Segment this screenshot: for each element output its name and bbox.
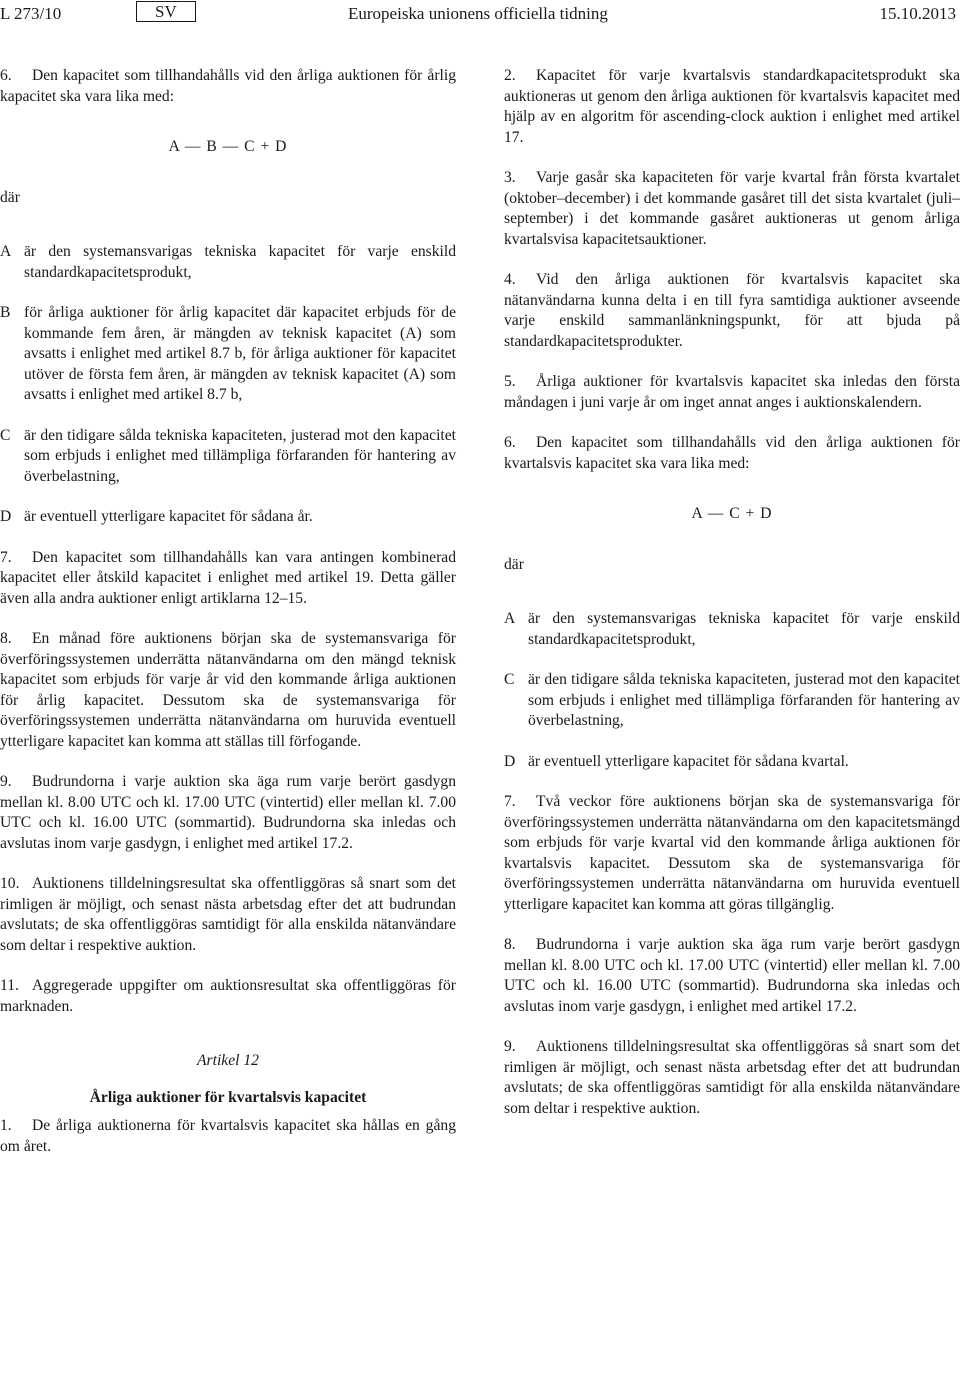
where-label: där xyxy=(504,555,524,573)
where-label: där xyxy=(0,188,20,206)
article-heading: Artikel 12 xyxy=(197,1052,259,1069)
paragraph-text: Den kapacitet som tillhandahålls kan vara antingen kombinerad kapacitet eller åtskild kapacitet i enlighet med artikel 19. Detta gäller även alla andra auktioner enligt artiklarna 12–15. xyxy=(0,548,456,607)
paragraph-number: 9. xyxy=(504,1038,516,1055)
definition-symbol: D xyxy=(504,752,516,770)
definition-symbol: B xyxy=(0,304,11,321)
paragraph-number: 9. xyxy=(0,773,12,790)
paragraph-number: 1. xyxy=(0,1117,12,1134)
paragraph-number: 6. xyxy=(0,67,12,84)
definition-text: är den systemansvarigas tekniska kapacitet för varje enskild standardkapacitetsprodukt, xyxy=(24,243,456,281)
paragraph-number: 11. xyxy=(0,977,19,994)
definition-text: är eventuell ytterligare kapacitet för sådana år. xyxy=(24,508,313,525)
paragraph-3 xyxy=(504,168,960,250)
paragraph-4 xyxy=(504,270,960,352)
definition-b xyxy=(0,303,456,406)
paragraph-number: 5. xyxy=(504,373,516,390)
definition-d xyxy=(0,507,456,528)
definition-symbol: D xyxy=(0,508,12,525)
paragraph-text: Budrundorna i varje auktion ska äga rum varje berört gasdygn mellan kl. 8.00 UTC och kl. 17.00 UTC (vintertid) eller mellan kl. 7.00 UTC och kl. 16.00 UTC (sommartid). Budrundorna ska inledas och avslutas inom varje gasdygn, i enlighet med artikel 17.2. xyxy=(504,936,960,1015)
definition-d xyxy=(504,752,960,773)
article-paragraph-1 xyxy=(0,1116,456,1157)
paragraph-number: 6. xyxy=(504,434,516,451)
page-reference: L 273/10 xyxy=(0,4,62,23)
paragraph-6 xyxy=(0,66,456,107)
paragraph-7 xyxy=(0,548,456,610)
paragraph-text: Kapacitet för varje kvartalsvis standardkapacitetsprodukt ska auktioneras ut genom den årliga auktionen för kvartalsvis kapacitet med hjälp av en algoritm för ascending-clock auktion i enlighet med artikel 17. xyxy=(504,67,960,146)
definition-symbol: A xyxy=(0,243,12,260)
formula-quarterly: A — C + D xyxy=(691,505,773,522)
definition-c xyxy=(504,670,960,732)
definition-a xyxy=(504,609,960,650)
paragraph-text: Årliga auktioner för kvartalsvis kapacitet ska inledas den första måndagen i juni varje år om inget annat anges i auktionskalendern. xyxy=(504,373,960,411)
definition-c xyxy=(0,426,456,488)
paragraph-5 xyxy=(504,372,960,413)
paragraph-text: De årliga auktionerna för kvartalsvis kapacitet ska hållas en gång om året. xyxy=(0,1117,456,1155)
paragraph-11 xyxy=(0,976,456,1017)
definition-text: för årliga auktioner för årlig kapacitet där kapacitet erbjuds för de kommande fem åren, är mängden av teknisk kapacitet (A) som avsatts i enlighet med artikel 8.7 b, för årliga auktioner för kapacitet utöver de första fem åren, är mängden av teknisk kapacitet (A) som avsatts i enlighet med artikel 8.7 b, xyxy=(24,304,456,403)
paragraph-8 xyxy=(0,629,456,752)
definition-symbol: C xyxy=(0,426,11,444)
paragraph-text: En månad före auktionens början ska de systemansvariga för överföringssystemen underrätta nätanvändarna om den mängd teknisk kapacitet som erbjuds för varje år vid den kommande årliga auktionen för årlig kapacitet. Dessutom ska de systemansvariga för överföringssystemen underrätta nätanvändarna om huruvida eventuell ytterligare kapacitet kan komma att ställas till förfogande. xyxy=(0,630,456,750)
paragraph-text: Den kapacitet som tillhandahålls vid den årliga auktionen för årlig kapacitet ska vara lika med: xyxy=(0,67,456,105)
paragraph-2 xyxy=(504,66,960,148)
right-column xyxy=(504,66,960,1139)
paragraph-text: Två veckor före auktionens början ska de systemansvariga för överföringssystemen underrätta nätanvändarna om den kapacitetsmängd som erbjuds för varje kvartal vid den kommande årliga auktionen för kvartalsvis kapacitet. Dessutom ska de systemansvariga för överföringssystemen underrätta nätanvändarna om huruvida eventuell ytterligare kapacitet kan komma att göras tillgänglig. xyxy=(504,793,960,913)
paragraph-7-quarterly xyxy=(504,792,960,915)
definition-symbol: A xyxy=(504,610,516,627)
paragraph-text: Aggregerade uppgifter om auktionsresultat ska offentliggöras för marknaden. xyxy=(0,977,456,1015)
paragraph-text: Vid den årliga auktionen för kvartalsvis kapacitet ska nätanvändarna kunna delta i en till fyra samtidiga auktioner avseende varje enskild sammanlänkningspunkt, för att bjuda på standardkapacitetsprodukter. xyxy=(504,271,960,350)
definition-a xyxy=(0,242,456,283)
article-title: Årliga auktioner för kvartalsvis kapacitet xyxy=(89,1088,367,1106)
paragraph-number: 8. xyxy=(504,936,516,953)
language-badge: SV xyxy=(136,1,196,22)
definition-text: är den tidigare sålda tekniska kapaciteten, justerad mot den kapacitet som erbjuds i enlighet med tillämpliga förfaranden för hantering av överbelastning, xyxy=(528,671,960,729)
definition-text: är den tidigare sålda tekniska kapaciteten, justerad mot den kapacitet som erbjuds i enlighet med tillämpliga förfaranden för hantering av överbelastning, xyxy=(24,426,456,485)
paragraph-6-quarterly xyxy=(504,433,960,474)
paragraph-text: Auktionens tilldelningsresultat ska offentliggöras så snart som det rimligen är möjligt, och senast nästa arbetsdag efter det att budrundan avslutats; de ska offentliggöras samtidigt för alla enskilda nätanvändare som deltar i respektive auktion. xyxy=(0,875,456,954)
paragraph-number: 3. xyxy=(504,169,516,186)
paragraph-number: 7. xyxy=(0,548,12,566)
paragraph-number: 8. xyxy=(0,630,12,647)
paragraph-number: 4. xyxy=(504,271,516,288)
definition-symbol: C xyxy=(504,671,515,688)
definition-text: är eventuell ytterligare kapacitet för sådana kvartal. xyxy=(528,752,849,770)
formula-annual: A — B — C + D xyxy=(168,138,288,155)
paragraph-text: Varje gasår ska kapaciteten för varje kvartal från första kvartalet (oktober–december) i det kommande gasåret till det sista kvartalet (juli–september) i det kommande gasåret auktioneras ut genom årliga kvartalsvisa kapacitetsauktioner. xyxy=(504,169,960,248)
definition-text: är den systemansvarigas tekniska kapacitet för varje enskild standardkapacitetsprodukt, xyxy=(528,610,960,648)
page-header xyxy=(0,4,960,26)
paragraph-text: Den kapacitet som tillhandahålls vid den årliga auktionen för kvartalsvis kapacitet ska vara lika med: xyxy=(504,434,960,472)
paragraph-number: 7. xyxy=(504,793,516,810)
paragraph-text: Auktionens tilldelningsresultat ska offentliggöras så snart som det rimligen är möjligt, och senast nästa arbetsdag efter det att budrundan avslutats; de ska offentliggöras samtidigt för alla enskilda nätanvändare som deltar i respektive auktion. xyxy=(504,1038,960,1117)
left-column xyxy=(0,66,456,1177)
paragraph-9 xyxy=(0,772,456,854)
paragraph-9-quarterly xyxy=(504,1037,960,1119)
paragraph-number: 2. xyxy=(504,67,516,84)
paragraph-text: Budrundorna i varje auktion ska äga rum varje berört gasdygn mellan kl. 8.00 UTC och kl. 17.00 UTC (vintertid) eller mellan kl. 7.00 UTC och kl. 16.00 UTC (sommartid). Budrundorna ska inledas och avslutas inom varje gasdygn, i enlighet med artikel 17.2. xyxy=(0,773,456,852)
publication-date: 15.10.2013 xyxy=(879,4,956,23)
paragraph-number: 10. xyxy=(0,875,20,892)
paragraph-8-quarterly xyxy=(504,935,960,1017)
journal-title: Europeiska unionens officiella tidning xyxy=(348,4,608,23)
paragraph-10 xyxy=(0,874,456,956)
